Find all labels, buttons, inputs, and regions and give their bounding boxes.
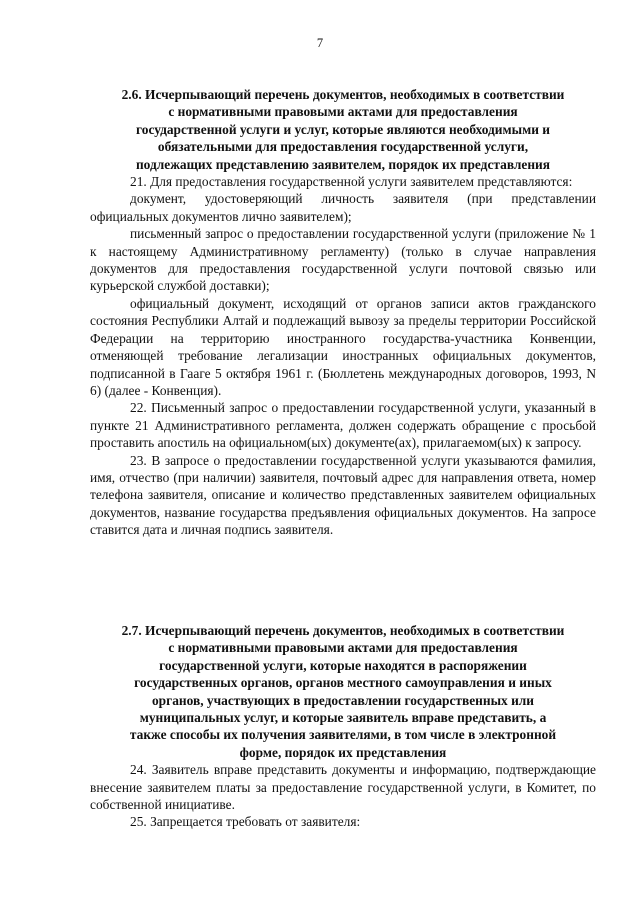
paragraph-21-item-written-request: письменный запрос о предоставлении государственной услуги (приложение № 1 к настоящему Административному регламенту) (только в случае направления документов для предоставления государственной услуги почтовой связью или курьерской службой доставки); bbox=[90, 226, 596, 294]
heading-line: 2.6. Исчерпывающий перечень документов, необходимых в соответствии bbox=[121, 87, 565, 102]
heading-line: 2.7. Исчерпывающий перечень документов, необходимых в соответствии bbox=[121, 623, 565, 638]
heading-line: с нормативными правовыми актами для предоставления bbox=[168, 640, 518, 656]
heading-line: государственных органов, органов местного самоуправления и иных bbox=[134, 675, 552, 691]
heading-line: подлежащих представлению заявителем, порядок их представления bbox=[135, 156, 551, 172]
paragraph-21-item-identity-document: документ, удостоверяющий личность заявителя (при представлении официальных документов лично заявителем); bbox=[90, 191, 596, 224]
paragraph-23: 23. В запросе о предоставлении государственной услуги указываются фамилия, имя, отчество (при наличии) заявителя, почтовый адрес для направления ответа, номер телефона заявителя, описание и количество представленных заявителем официальных документов, название государства предъявления официальных документов. На запросе ставится дата и личная подпись заявителя. bbox=[90, 452, 596, 538]
heading-line: обязательными для предоставления государственной услуги, bbox=[157, 139, 529, 155]
section-2-6-heading bbox=[90, 86, 596, 173]
section-2-7-heading bbox=[90, 622, 596, 761]
page-number: 7 bbox=[316, 36, 324, 50]
section-2-6 bbox=[90, 86, 596, 539]
paragraph-21-item-official-document: официальный документ, исходящий от органов записи актов гражданского состояния Республики Алтай и подлежащий вывозу за пределы территории Российской Федерации на территорию иностранного государства-участника Конвенции, отменяющей требование легализации иностранных официальных документов, подписанной в Гааге 5 октября 1961 г. (Бюллетень международных договоров, 1993, N 6) (далее - Конвенция). bbox=[90, 295, 596, 398]
heading-line: органов, участвующих в предоставлении государственных или bbox=[151, 692, 535, 708]
paragraph-24: 24. Заявитель вправе представить документы и информацию, подтверждающие внесение заявителем платы за предоставление государственной услуги, в Комитет, по собственной инициативе. bbox=[90, 762, 596, 813]
paragraph-22: 22. Письменный запрос о предоставлении государственной услуги, указанный в пункте 21 Административного регламента, должен содержать обращение с просьбой проставить апостиль на официальном(ых) документе(ах), прилагаемом(ых) к запросу. bbox=[90, 400, 596, 451]
heading-line: муниципальных услуг, и которые заявитель вправе представить, а bbox=[139, 710, 547, 726]
section-2-7 bbox=[90, 622, 596, 831]
heading-line: с нормативными правовыми актами для предоставления bbox=[168, 104, 518, 120]
heading-line: форме, порядок их представления bbox=[239, 744, 447, 760]
heading-line: государственной услуги, которые находятся в распоряжении bbox=[159, 657, 527, 673]
paragraph-25: 25. Запрещается требовать от заявителя: bbox=[130, 814, 361, 830]
heading-line: государственной услуги и услуг, которые являются необходимыми и bbox=[136, 121, 550, 137]
heading-line: также способы их получения заявителями, в том числе в электронной bbox=[129, 727, 557, 743]
paragraph-21: 21. Для предоставления государственной услуги заявителем представляются: bbox=[130, 174, 573, 190]
